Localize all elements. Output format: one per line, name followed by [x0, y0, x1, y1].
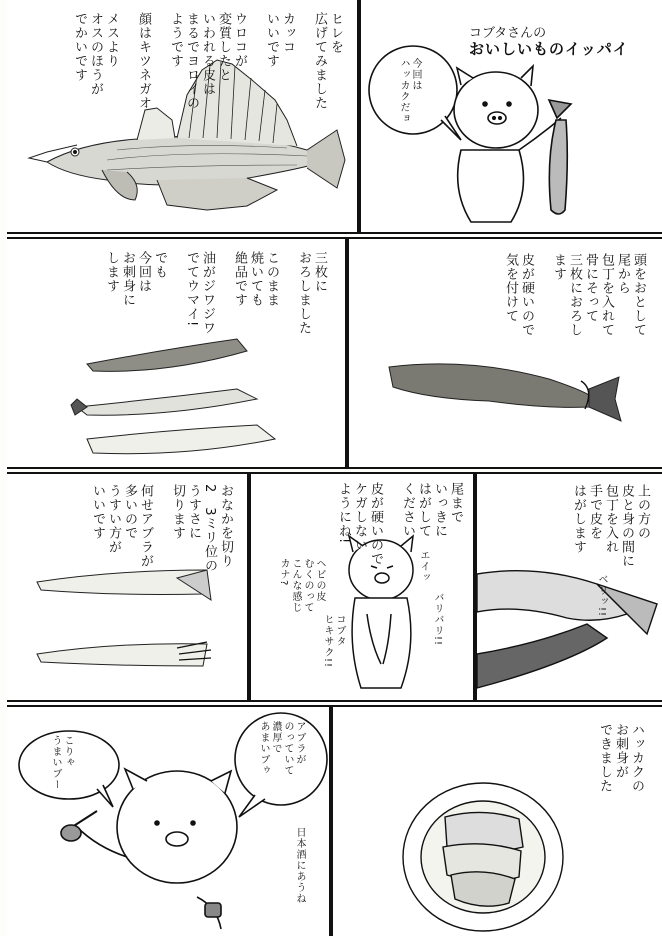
panel-three-fillets — [7, 237, 347, 469]
fish-description-narration: ヒレを 広げてみました カッコ いいです ウロコが 変質したと いわれる皮は まるでヨロイの ようです 顔はキツネガオ メスより オスのほうが でかいです — [72, 12, 343, 110]
sfx-peel: ベリッ!! — [596, 574, 607, 618]
series-subtitle: コブタさんの — [469, 26, 547, 41]
panel-peeling-skin — [249, 472, 475, 702]
panel-finished-sashimi — [331, 705, 662, 936]
pig-speech-rich: アブラが のっていて 濃厚で あまいブゥ — [258, 721, 305, 776]
panel-tasting — [7, 705, 331, 936]
hand-peel-narration: 上の方の 皮と身の間に 包丁を入れ 手で皮を はがします — [571, 484, 650, 568]
panel-fish-display — [7, 0, 359, 234]
panel-hand-peel — [475, 472, 662, 702]
fillet-narration: 三枚に おろしました このまま 焼いても 絶品です 油がジワジワ でてウマイ! でも 今回は お刺身に します — [104, 251, 327, 335]
pig-speech-tasty: こりゃ うまいブー — [50, 735, 73, 790]
sfx-rip: バリバリ!! — [432, 592, 443, 647]
sake-aside: 日本酒にあうね — [294, 827, 305, 904]
cutting-narration: 頭をおとして 尾から 包丁を入れて 骨にそって 三枚におろし ます 皮が硬いので 気を付けて — [503, 253, 646, 337]
panel-cutting-technique — [347, 237, 662, 469]
snake-skin-aside: ヘビの皮 むくのって こんな感じ カナ? — [278, 558, 325, 613]
sfx-grunt: エイッ — [418, 550, 429, 583]
panel-slicing — [7, 472, 249, 702]
pig-speech-bubble: 今回は ハッカクだョ — [398, 58, 421, 124]
pig-tear-label: コブタ ヒキサク!! — [322, 614, 345, 669]
panel-host-intro — [359, 0, 662, 234]
finished-narration: ハッカクの お刺身が できました — [597, 723, 644, 793]
slicing-narration: おなかを切り 2 3ミリ位の うすさに 切ります 何せアブラが 多いので うすい方が いいです — [90, 484, 233, 573]
peeling-narration: 尾まで いっきに はがして ください 皮が硬いので ケガしない ようにね! — [336, 482, 463, 566]
series-title: おいしいものイッパイ — [469, 40, 629, 58]
